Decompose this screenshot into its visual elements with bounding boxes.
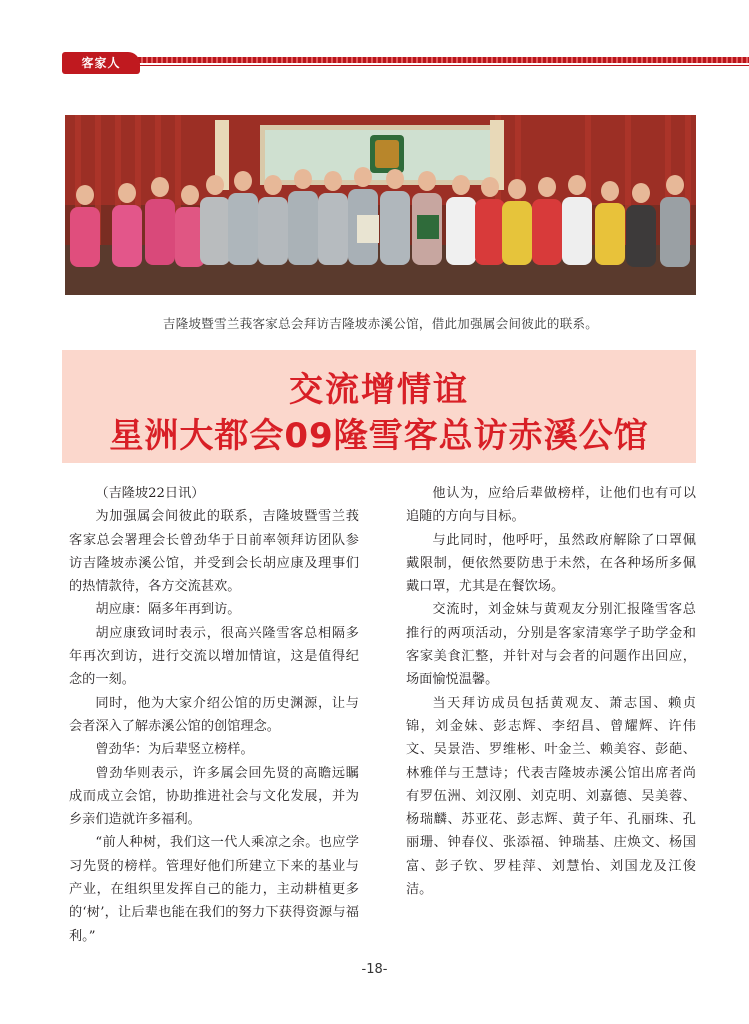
article-right-column xyxy=(406,482,696,901)
decorative-stripe xyxy=(138,57,749,63)
paragraph: 交流时，刘金妹与黄观友分别汇报隆雪客总推行的两项活动，分别是客家清寒学子助学金和客家美食汇整，并针对与会者的问题作出回应，场面愉悦温馨。 xyxy=(406,602,696,688)
group-photo xyxy=(65,115,696,295)
paragraph: 曾劲华则表示，许多属会回先贤的高瞻远瞩成而成立会馆，协助推进社会与文化发展，并为乡亲们造就许多福利。 xyxy=(69,765,359,828)
headline-box xyxy=(62,350,696,463)
section-header-bar xyxy=(0,52,749,74)
photo-caption: 吉隆坡暨雪兰莪客家总会拜访吉隆坡赤溪公馆，借此加强属会间彼此的联系。 xyxy=(162,316,599,331)
dateline: （吉隆坡22日讯） xyxy=(95,486,205,501)
article-left-column xyxy=(69,482,359,948)
paragraph: 同时，他为大家介绍公馆的历史渊源，让与会者深入了解赤溪公馆的创馆理念。 xyxy=(69,695,359,734)
decorative-rule xyxy=(138,65,749,66)
quote-paragraph: “前人种树，我们这一代人乘凉之余。也应学习先贤的榜样。管理好他们所建立下来的基业与产业，在组织里发挥自己的能力，主动耕植更多的‘树’，让后辈也能在我们的努力下获得资源与福利。” xyxy=(69,835,359,944)
paragraph: 与此同时，他呼吁，虽然政府解除了口罩佩戴限制，便依然要防患于未然，在各种场所多佩戴口罩，尤其是在餐饮场。 xyxy=(406,532,696,595)
headline-line-1: 交流增情谊 xyxy=(289,370,469,410)
paragraph: 他认为，应给后辈做榜样，让他们也有可以追随的方向与目标。 xyxy=(406,486,696,525)
subheading: 胡应康：隔多年再到访。 xyxy=(95,602,241,618)
page-number: -18- xyxy=(361,962,388,977)
paragraph: 为加强属会间彼此的联系，吉隆坡暨雪兰莪客家总会署理会长曾劲华于日前率领拜访团队参访吉隆坡赤溪公馆，并受到会长胡应康及理事们的热情款待，各方交流甚欢。 xyxy=(69,509,359,595)
headline-line-2: 星洲大都会09隆雪客总访赤溪公馆 xyxy=(109,416,649,456)
paragraph: 胡应康致词时表示，很高兴隆雪客总相隔多年再次到访，进行交流以增加情谊，这是值得纪念的一刻。 xyxy=(69,625,359,688)
subheading: 曾劲华：为后辈竖立榜样。 xyxy=(95,742,254,758)
group-photo-illustration xyxy=(65,115,696,295)
section-tag: 客家人 xyxy=(62,52,140,74)
paragraph: 当天拜访成员包括黄观友、萧志国、赖贞锦，刘金妹、彭志辉、李绍昌、曾耀辉、许伟文、吴景浩、罗维彬、叶金兰、赖美容、彭葩、林雅佯与王慧诗；代表吉隆坡赤溪公馆出席者尚有罗伍洲、刘汉刚、刘克明、刘嘉德、吴美蓉、杨瑞麟、苏亚花、彭志辉、黄子年、孔丽珠、孔丽珊、钟春仪、张添福、钟瑞基、庄焕文、杨国富、彭子钦、罗桂萍、刘慧怡、刘国龙及江俊洁。 xyxy=(406,695,696,898)
